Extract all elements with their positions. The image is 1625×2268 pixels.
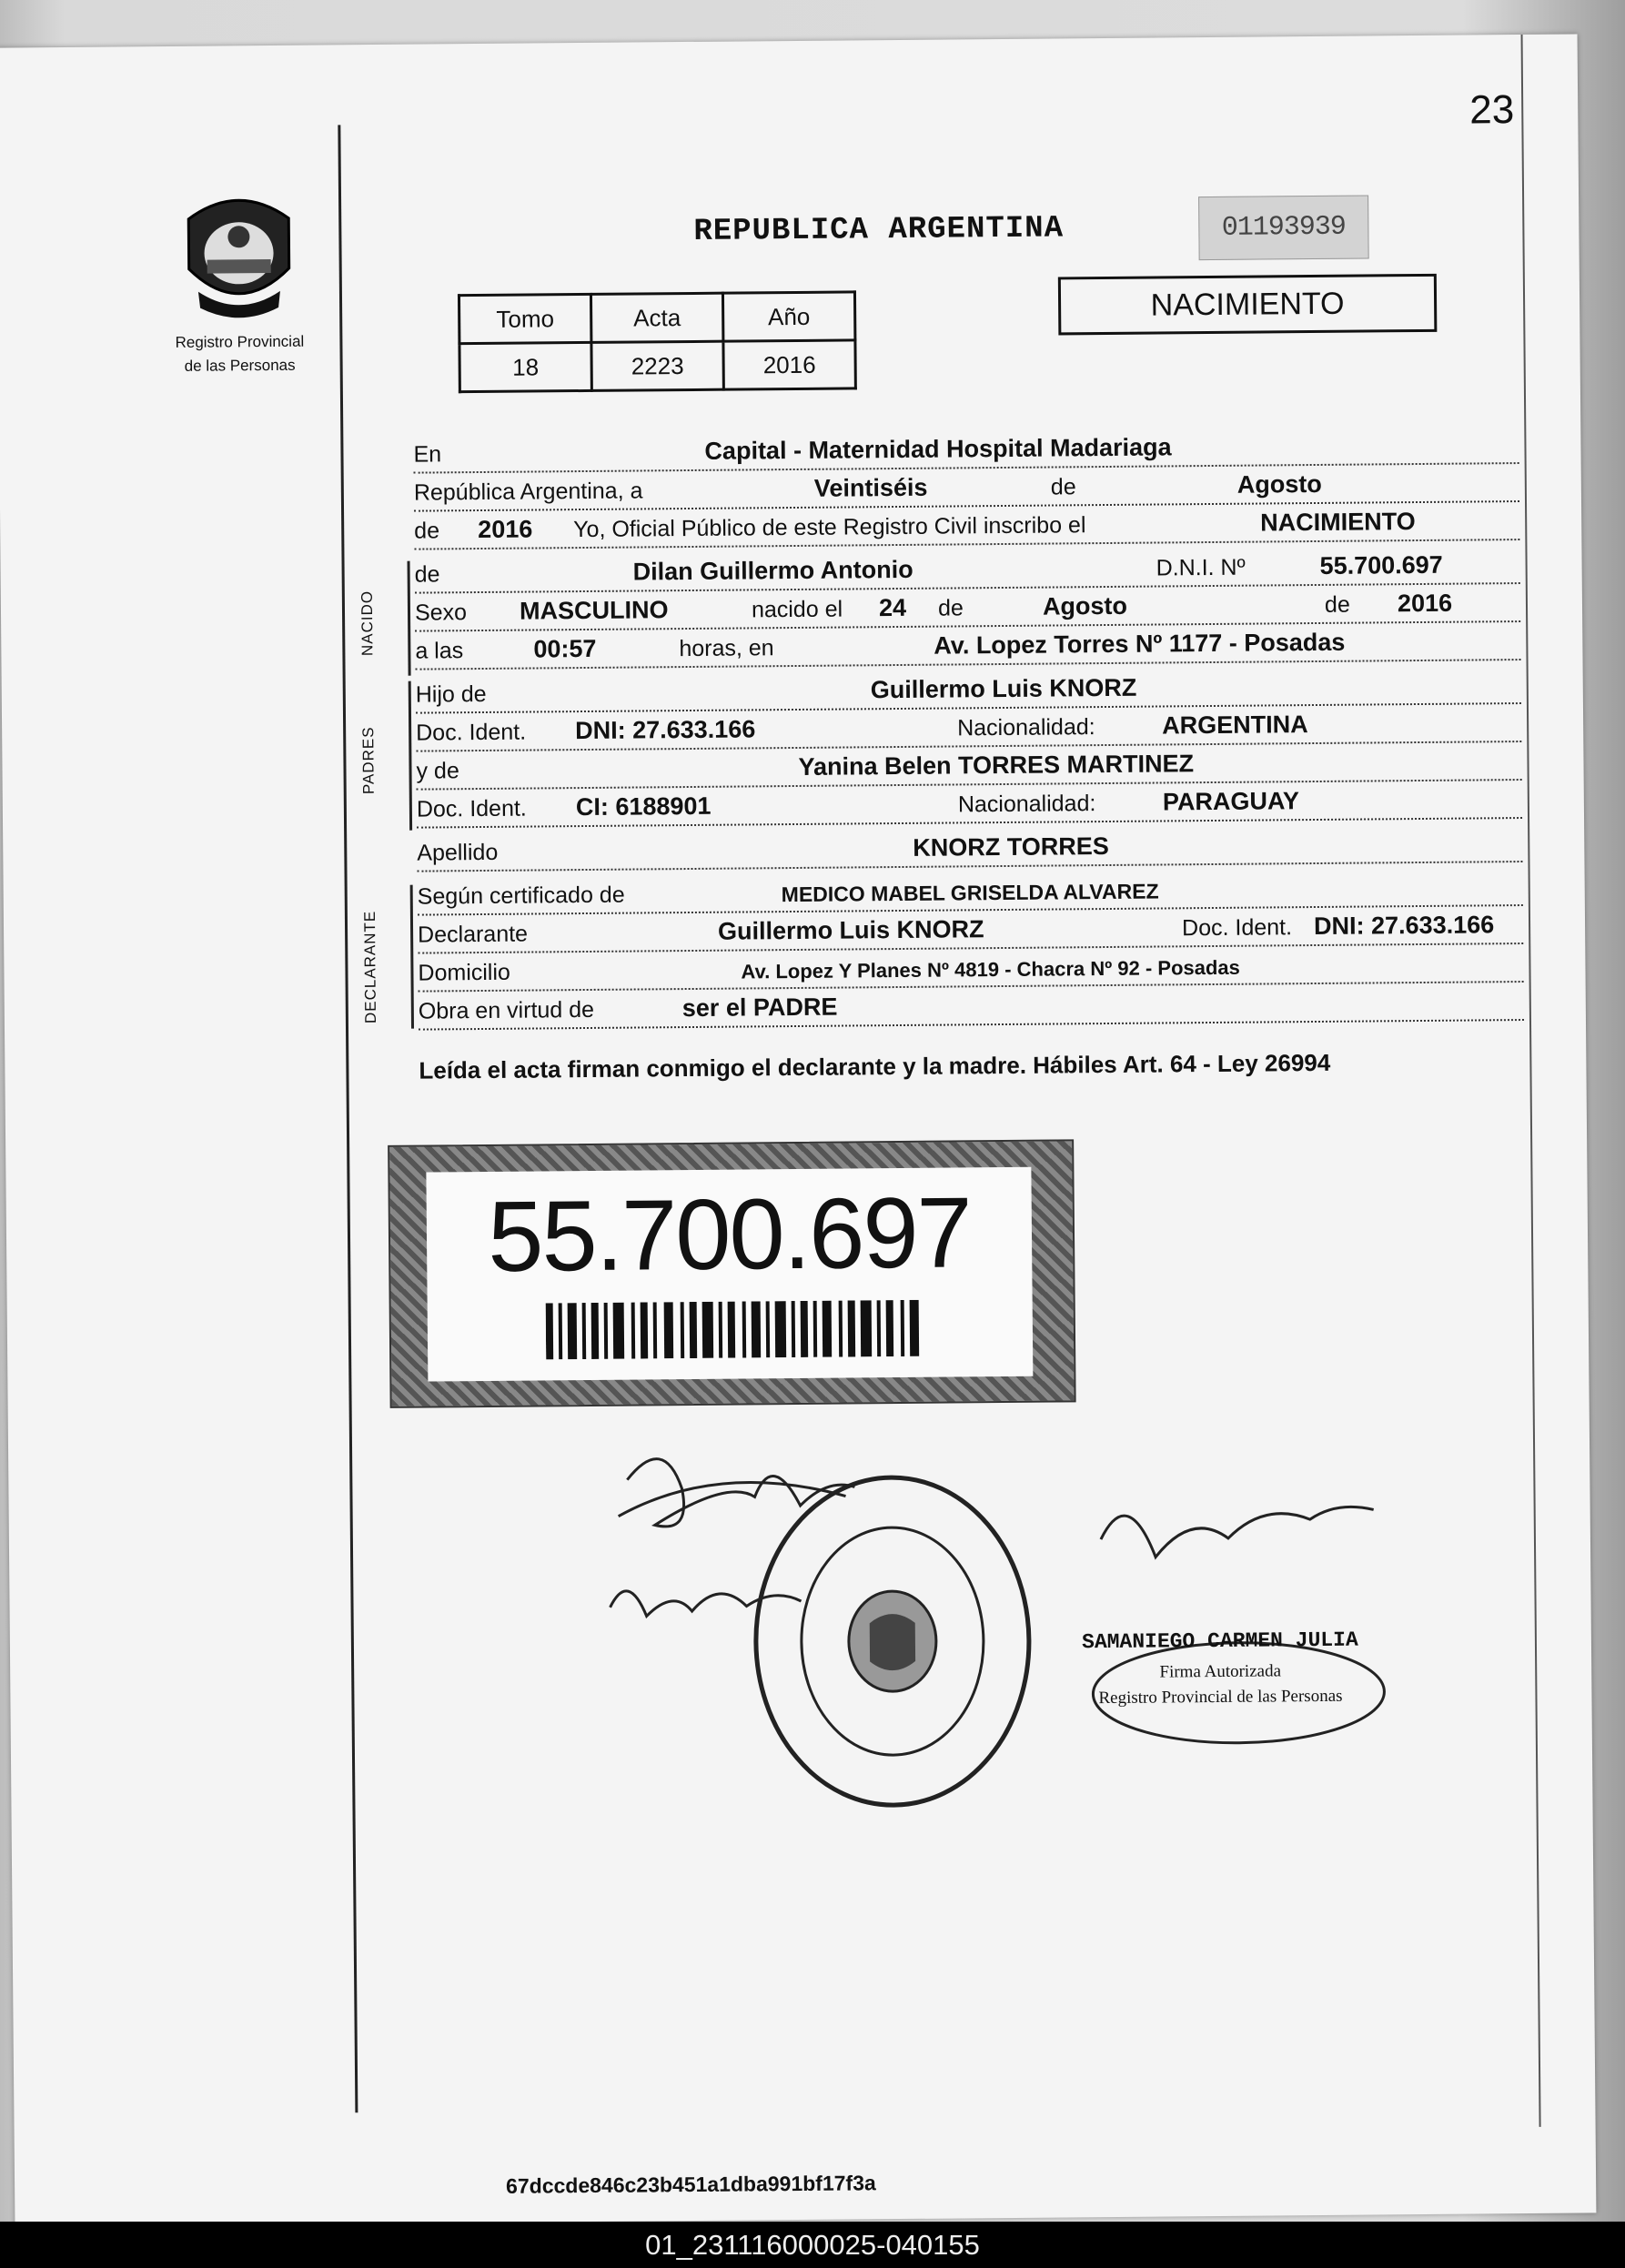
section-bar [408,561,411,676]
declarant-doc: DNI: 27.633.166 [1313,911,1495,941]
tomo-value: 18 [459,342,591,391]
anio-value: 2016 [723,340,855,389]
father-doc: DNI: 27.633.166 [575,715,756,745]
address-value: Av. Lopez Y Planes Nº 4819 - Chacra Nº 92 - Posadas [741,955,1240,983]
barcode-sticker [388,1139,1075,1408]
official-role: Firma Autorizada [1159,1661,1282,1682]
field-label: de [1050,474,1076,500]
record-type: NACIMIENTO [1058,274,1438,336]
official-name: SAMANIEGO CARMEN JULIA [1081,1628,1358,1655]
record-body [358,426,1524,1087]
province-logo [152,181,327,376]
barcode-number: 55.700.697 [487,1176,972,1293]
official-stamp [1047,1628,1394,1709]
barcode-label [426,1167,1033,1382]
declarant-signature-icon [627,1457,855,1527]
field-label: República Argentina, a [413,478,643,506]
field-label: y de [416,758,459,784]
scan-footer: 01_231116000025-040155 [0,2222,1625,2268]
field-label: En [413,441,442,468]
event-value: NACIMIENTO [1260,508,1416,537]
birth-certificate-page [0,34,1596,2226]
closing-statement: Leída el acta firman conmigo el declarante y la madre. Hábiles Art. 64 - Ley 26994 [419,1048,1331,1084]
section-label: NACIDO [358,590,377,657]
tomo-header: Tomo [459,294,590,343]
surname-value: KNORZ TORRES [913,832,1109,862]
serial-number: 01193939 [1198,195,1369,260]
country-title: REPUBLICA ARGENTINA [693,211,1065,249]
section-label: DECLARANTE [360,910,379,1024]
field-label: de [1324,591,1350,618]
section-bar [410,885,414,1029]
field-label: Según certificado de [417,882,625,910]
mother-doc: CI: 6188901 [575,791,712,822]
father-nationality: ARGENTINA [1162,711,1308,740]
birth-day: 24 [878,593,907,622]
field-label: horas, en [679,635,774,662]
field-label: Obra en virtud de [418,996,595,1024]
field-label: Domicilio [418,959,511,986]
document-hash: 67dccde846c23b451a1dba991bf17f3a [506,2171,876,2198]
field-label: Doc. Ident. [416,795,527,822]
page-number: 23 [1469,87,1515,133]
acta-value: 2223 [591,341,723,390]
mother-signature-icon [610,1589,801,1617]
field-label: Nacionalidad: [957,714,1095,741]
field-label: de [937,595,964,621]
child-dni: 55.700.697 [1319,550,1443,580]
margin-rule [338,125,358,2112]
surname-line [417,824,1522,872]
section-bar [409,681,412,831]
signatures-and-seal [590,1418,1440,1826]
capacity-value: ser el PADRE [681,993,838,1023]
father-name: Guillermo Luis KNORZ [870,673,1137,704]
birth-time: 00:57 [533,634,597,663]
field-label: Doc. Ident. [416,719,527,746]
birth-year: 2016 [1397,589,1453,618]
day-value: Veintiséis [813,473,928,502]
field-label: Apellido [417,839,499,866]
sex-value: MASCULINO [519,596,669,625]
barcode-icon [546,1300,929,1360]
certificate-value: MEDICO MABEL GRISELDA ALVAREZ [781,879,1159,907]
field-label: D.N.I. Nº [1156,554,1246,581]
acta-header: Acta [590,293,722,342]
mother-nationality: PARAGUAY [1162,787,1300,816]
mother-name: Yanina Belen TORRES MARTINEZ [798,750,1195,781]
official-signature-icon [1101,1507,1374,1557]
ministry-seal-icon [754,1477,1030,1807]
child-name: Dilan Guillermo Antonio [632,555,913,586]
field-label: Nacionalidad: [957,791,1096,818]
anio-header: Año [722,292,854,341]
birth-place: Av. Lopez Torres Nº 1177 - Posadas [934,628,1346,660]
field-label: a las [415,638,464,664]
month-value: Agosto [1236,469,1322,499]
logo-caption-line2: de las Personas [184,356,296,375]
field-label: Doc. Ident. [1181,914,1293,942]
logo-caption-line1: Registro Provincial [175,332,305,351]
field-label: nacido el [751,596,843,623]
field-label: Sexo [414,600,468,626]
section-label: PADRES [359,726,378,795]
official-org: Registro Provincial de las Personas [1098,1686,1343,1709]
birth-month: Agosto [1042,591,1128,620]
place-value: Capital - Maternidad Hospital Madariaga [704,433,1172,465]
record-table [458,290,857,393]
field-label: de [414,518,440,544]
nacido-section [358,546,1520,670]
field-label: Declarante [417,921,529,948]
year-value: 2016 [478,515,533,544]
field-label: de [414,561,440,588]
field-label: Hijo de [415,680,487,708]
padres-section [359,666,1522,829]
declarante-section [360,868,1524,1031]
officer-text: Yo, Oficial Público de este Registro Civil inscribo el [573,512,1086,543]
declarant-name: Guillermo Luis KNORZ [717,915,984,945]
coat-of-arms-icon [170,182,308,328]
right-rule [1521,35,1541,2127]
